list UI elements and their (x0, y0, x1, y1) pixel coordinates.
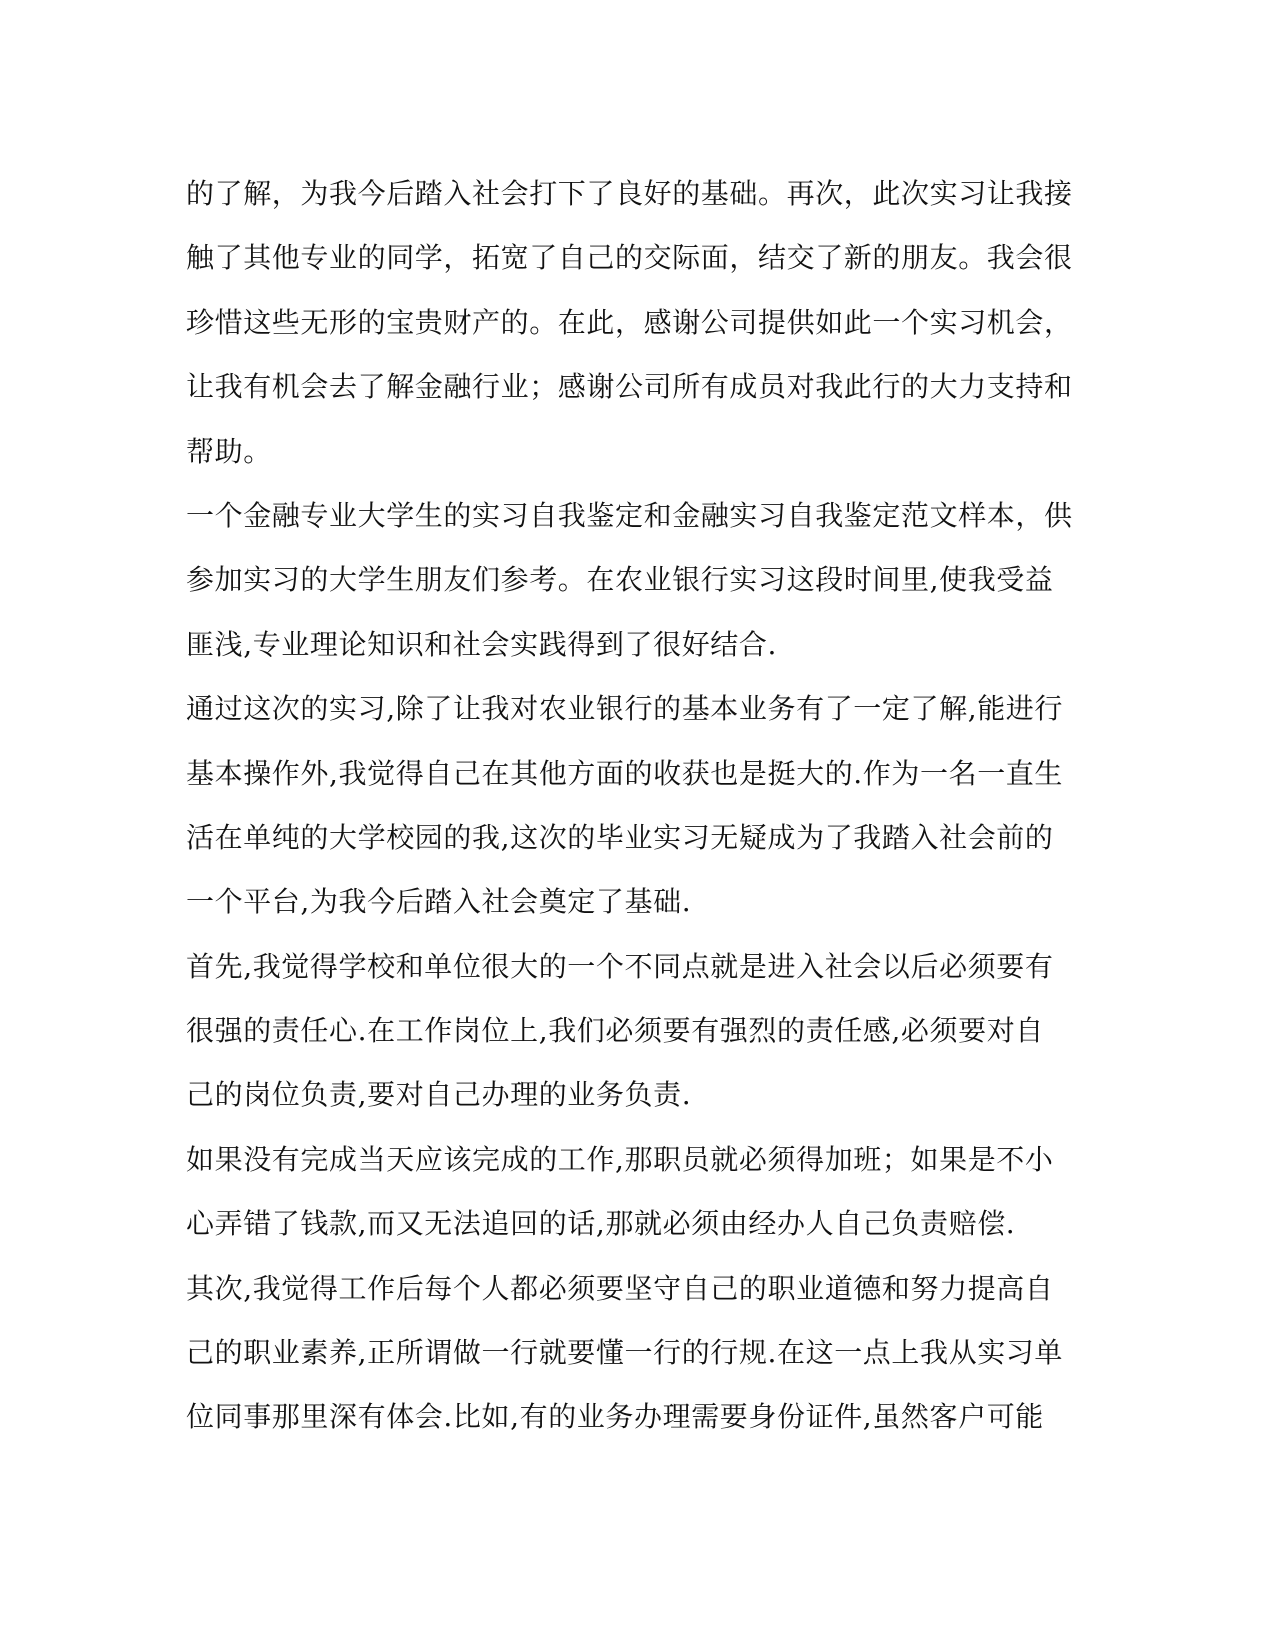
text-line: 很强的责任心.在工作岗位上,我们必须要有强烈的责任感,必须要对自 (186, 1014, 1044, 1048)
text-line: 如果没有完成当天应该完成的工作,那职员就必须得加班；如果是不小 (186, 1142, 1054, 1176)
text-line: 帮助。 (186, 434, 272, 468)
text-line: 心弄错了钱款,而又无法追回的话,那就必须由经办人自己负责赔偿. (186, 1207, 1016, 1241)
text-line: 一个金融专业大学生的实习自我鉴定和金融实习自我鉴定范文样本，供 (186, 498, 1073, 532)
document-body (186, 162, 1096, 1450)
text-line: 活在单纯的大学校园的我,这次的毕业实习无疑成为了我踏入社会前的 (186, 820, 1054, 854)
text-line: 基本操作外,我觉得自己在其他方面的收获也是挺大的.作为一名一直生 (186, 756, 1064, 790)
text-line: 参加实习的大学生朋友们参考。在农业银行实习这段时间里,使我受益 (186, 563, 1054, 597)
text-line: 位同事那里深有体会.比如,有的业务办理需要身份证件,虽然客户可能 (186, 1400, 1044, 1434)
text-line: 通过这次的实习,除了让我对农业银行的基本业务有了一定了解,能进行 (186, 692, 1064, 726)
text-line: 珍惜这些无形的宝贵财产的。在此，感谢公司提供如此一个实习机会， (186, 305, 1073, 339)
text-line: 触了其他专业的同学，拓宽了自己的交际面，结交了新的朋友。我会很 (186, 241, 1073, 275)
text-line: 匪浅,专业理论知识和社会实践得到了很好结合. (186, 627, 778, 661)
text-line: 一个平台,为我今后踏入社会奠定了基础. (186, 885, 692, 919)
text-line: 首先,我觉得学校和单位很大的一个不同点就是进入社会以后必须要有 (186, 949, 1054, 983)
text-line: 己的职业素养,正所谓做一行就要懂一行的行规.在这一点上我从实习单 (186, 1336, 1064, 1370)
text-line: 己的岗位负责,要对自己办理的业务负责. (186, 1078, 692, 1112)
text-line: 的了解，为我今后踏入社会打下了良好的基础。再次，此次实习让我接 (186, 177, 1073, 210)
text-line: 其次,我觉得工作后每个人都必须要坚守自己的职业道德和努力提高自 (186, 1271, 1054, 1305)
text-line: 让我有机会去了解金融行业；感谢公司所有成员对我此行的大力支持和 (186, 370, 1073, 404)
